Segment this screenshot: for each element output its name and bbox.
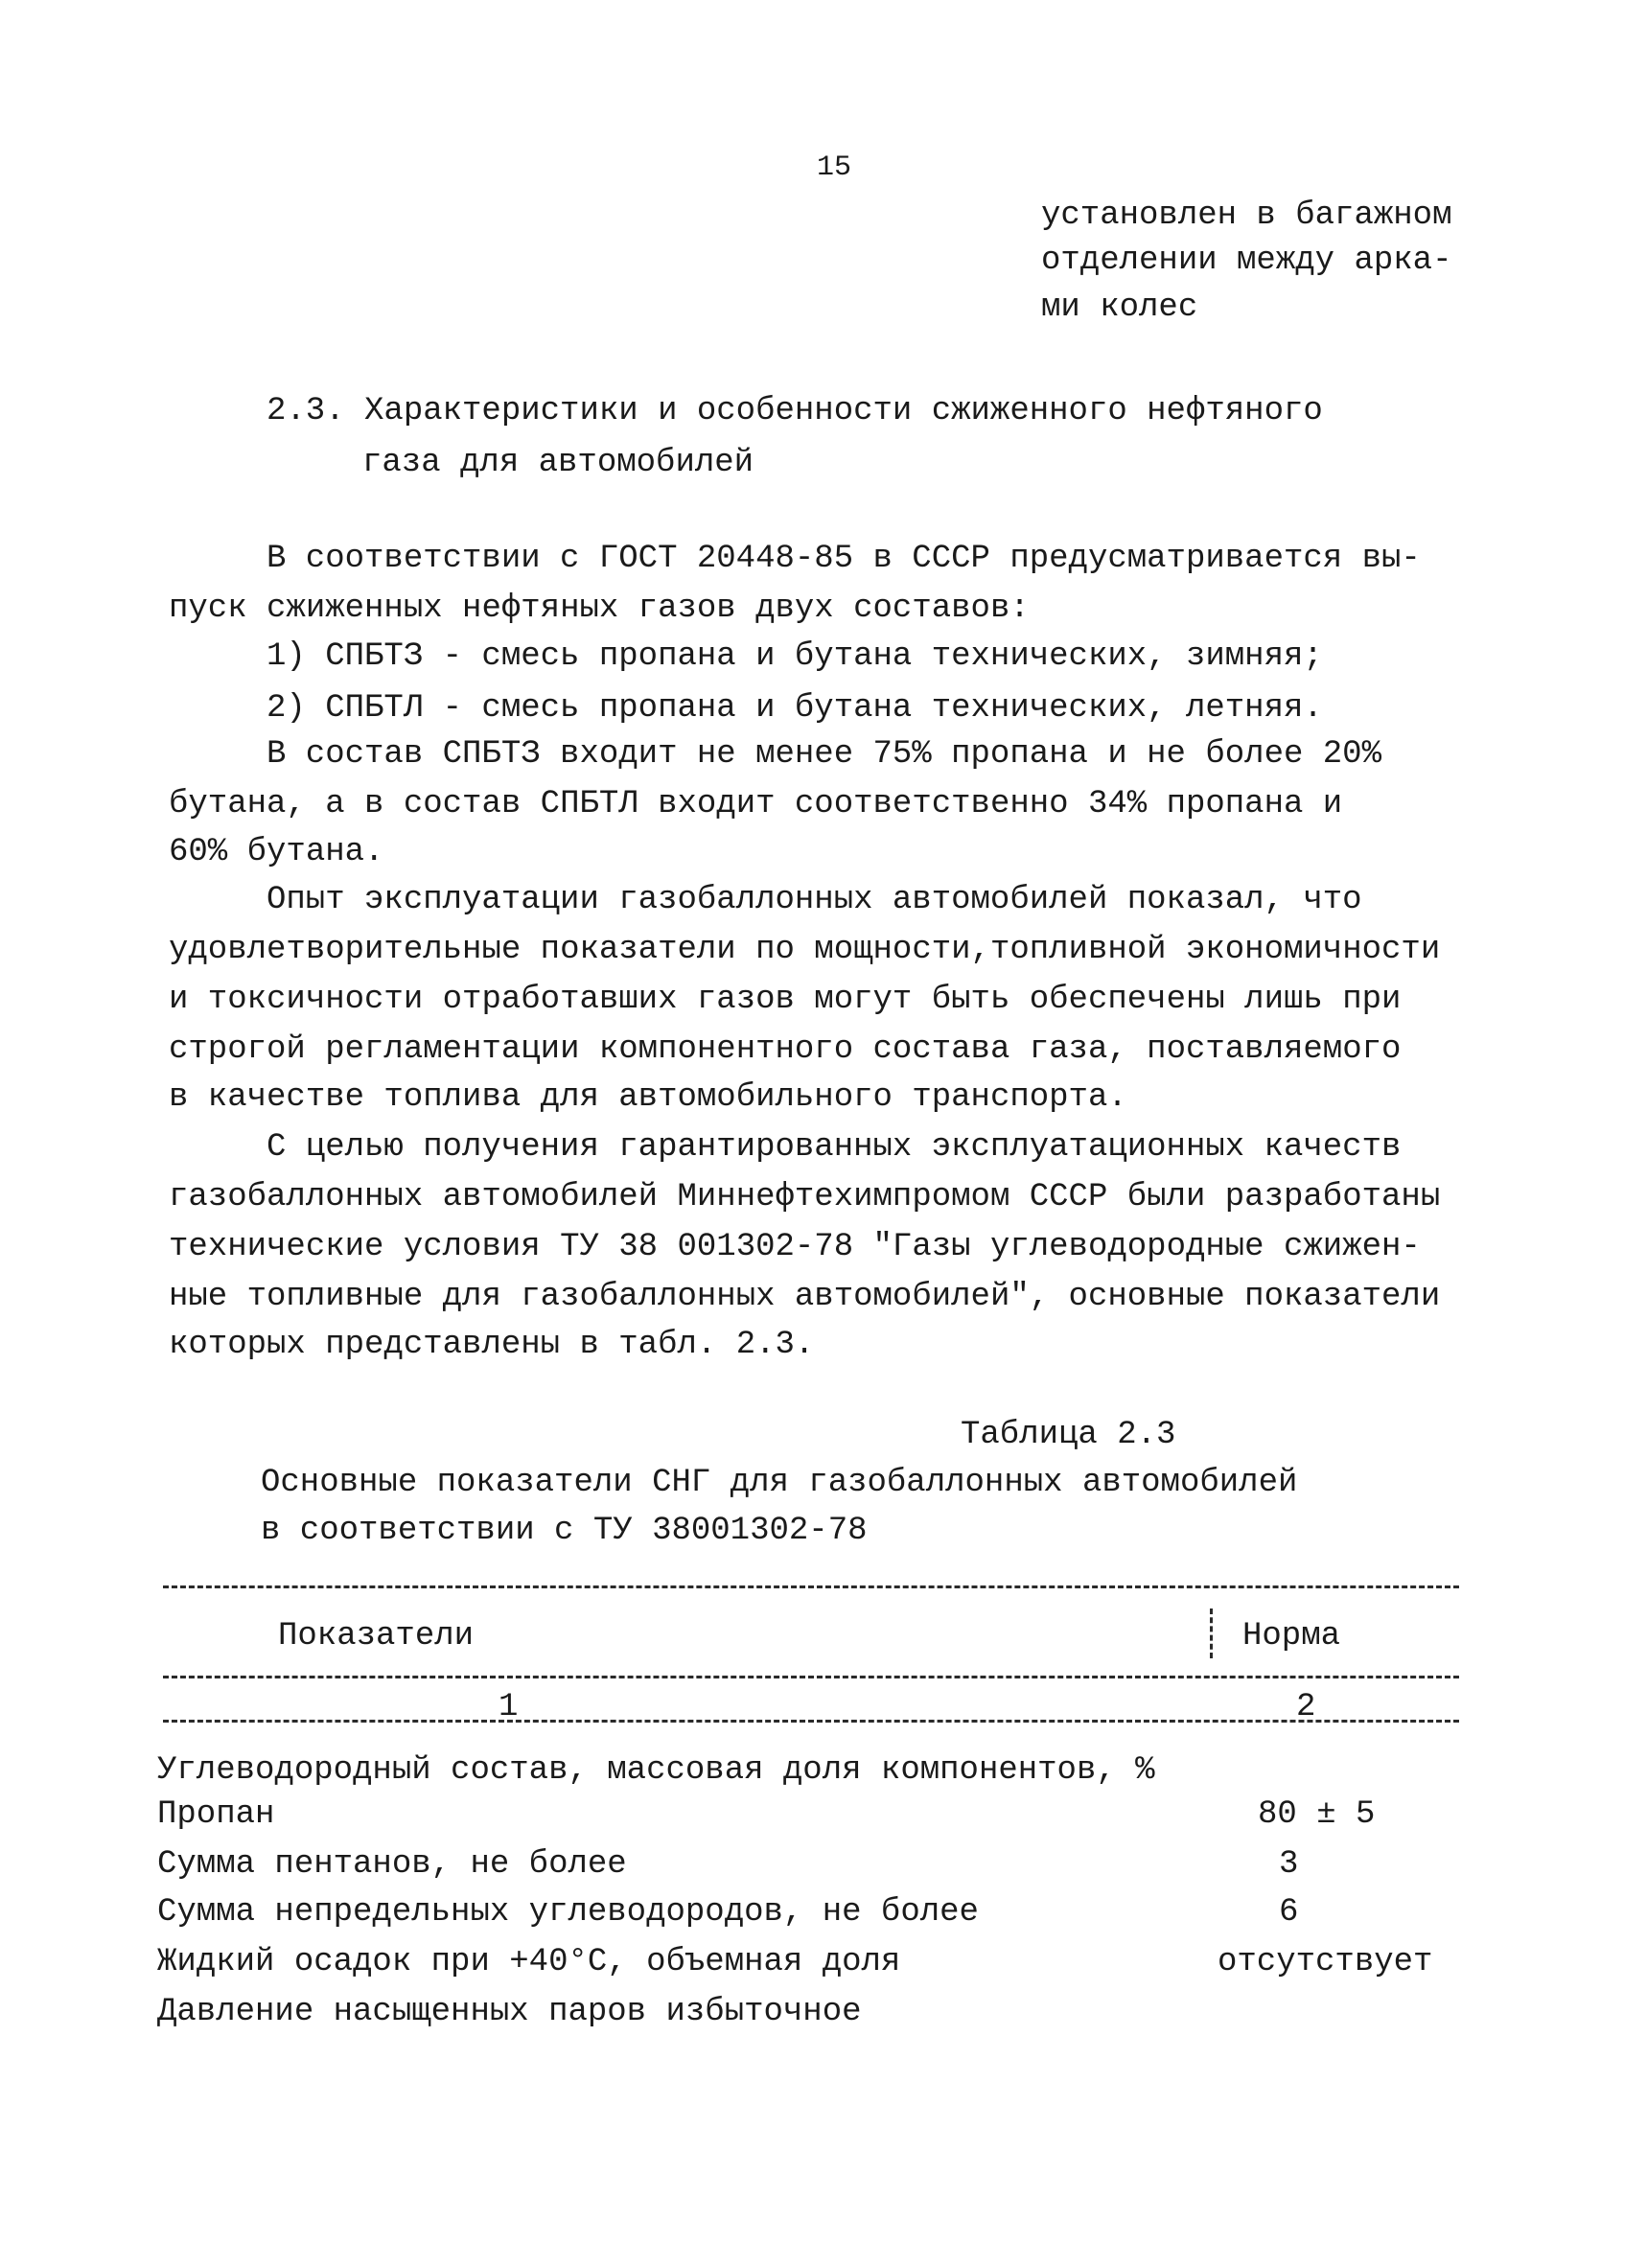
table-header-norm: Норма bbox=[1242, 1618, 1341, 1655]
text-line: В соответствии с ГОСТ 20448-85 в СССР предусматривается вы- bbox=[267, 541, 1421, 577]
text-line: 60% бутана. bbox=[169, 834, 384, 870]
page-number: 15 bbox=[817, 151, 852, 184]
table-cell-indicator: Жидкий осадок при +40°С, объемная доля bbox=[157, 1944, 901, 1980]
note-line: ми колес bbox=[1041, 289, 1198, 326]
text-line: и токсичности отработавших газов могут быть обеспечены лишь при bbox=[169, 982, 1402, 1018]
text-line: удовлетворительные показатели по мощности,топливной экономичности bbox=[169, 932, 1441, 968]
note-line: отделении между арка- bbox=[1041, 243, 1452, 279]
text-line: строгой регламентации компонентного состава газа, поставляемого bbox=[169, 1031, 1402, 1068]
text-line: Опыт эксплуатации газобаллонных автомобилей показал, что bbox=[267, 882, 1362, 918]
text-line: которых представлены в табл. 2.3. bbox=[169, 1327, 815, 1363]
table-column-divider bbox=[1210, 1608, 1213, 1658]
table-cell-indicator: Углеводородный состав, массовая доля компонентов, % bbox=[157, 1752, 1155, 1789]
text-line: в качестве топлива для автомобильного транспорта. bbox=[169, 1079, 1127, 1116]
text-line: 2) СПБТЛ - смесь пропана и бутана технических, летняя. bbox=[267, 690, 1323, 727]
table-col-number-2: 2 bbox=[1296, 1689, 1316, 1725]
table-col-number-1: 1 bbox=[499, 1689, 519, 1725]
table-cell-norm: 3 bbox=[1279, 1846, 1299, 1883]
table-cell-indicator: Сумма непредельных углеводородов, не более bbox=[157, 1894, 979, 1931]
text-line: бутана, а в состав СПБТЛ входит соответственно 34% пропана и bbox=[169, 786, 1343, 822]
text-line: газобаллонных автомобилей Миннефтехимпромом СССР были разработаны bbox=[169, 1179, 1441, 1215]
section-heading-line: 2.3. Характеристики и особенности сжиженного нефтяного bbox=[267, 393, 1323, 429]
table-cell-indicator: Пропан bbox=[157, 1796, 275, 1833]
table-title-line: Основные показатели СНГ для газобаллонных автомобилей bbox=[261, 1465, 1298, 1501]
table-rule-header bbox=[163, 1676, 1459, 1678]
text-line: технические условия ТУ 38 001302-78 "Газы углеводородные сжижен- bbox=[169, 1229, 1421, 1265]
note-line: установлен в багажном bbox=[1041, 197, 1452, 234]
table-cell-indicator: Сумма пентанов, не более bbox=[157, 1846, 627, 1883]
table-title-line: в соответствии с ТУ 38001302-78 bbox=[261, 1513, 868, 1549]
table-cell-indicator: Давление насыщенных паров избыточное bbox=[157, 1994, 862, 2030]
section-heading-line: газа для автомобилей bbox=[362, 445, 754, 481]
table-cell-norm: отсутствует bbox=[1218, 1944, 1433, 1980]
text-line: 1) СПБТЗ - смесь пропана и бутана технических, зимняя; bbox=[267, 638, 1323, 675]
table-rule-top bbox=[163, 1585, 1459, 1588]
table-cell-norm: 6 bbox=[1279, 1894, 1299, 1931]
text-line: ные топливные для газобаллонных автомобилей", основные показатели bbox=[169, 1279, 1441, 1315]
table-cell-norm: 80 ± 5 bbox=[1258, 1796, 1376, 1833]
table-label: Таблица 2.3 bbox=[961, 1417, 1176, 1453]
text-line: В состав СПБТЗ входит не менее 75% пропана и не более 20% bbox=[267, 736, 1381, 773]
text-line: С целью получения гарантированных эксплуатационных качеств bbox=[267, 1129, 1402, 1166]
table-header-indicators: Показатели bbox=[278, 1618, 475, 1655]
text-line: пуск сжиженных нефтяных газов двух составов: bbox=[169, 590, 1030, 627]
table-rule-numbers bbox=[163, 1720, 1459, 1723]
